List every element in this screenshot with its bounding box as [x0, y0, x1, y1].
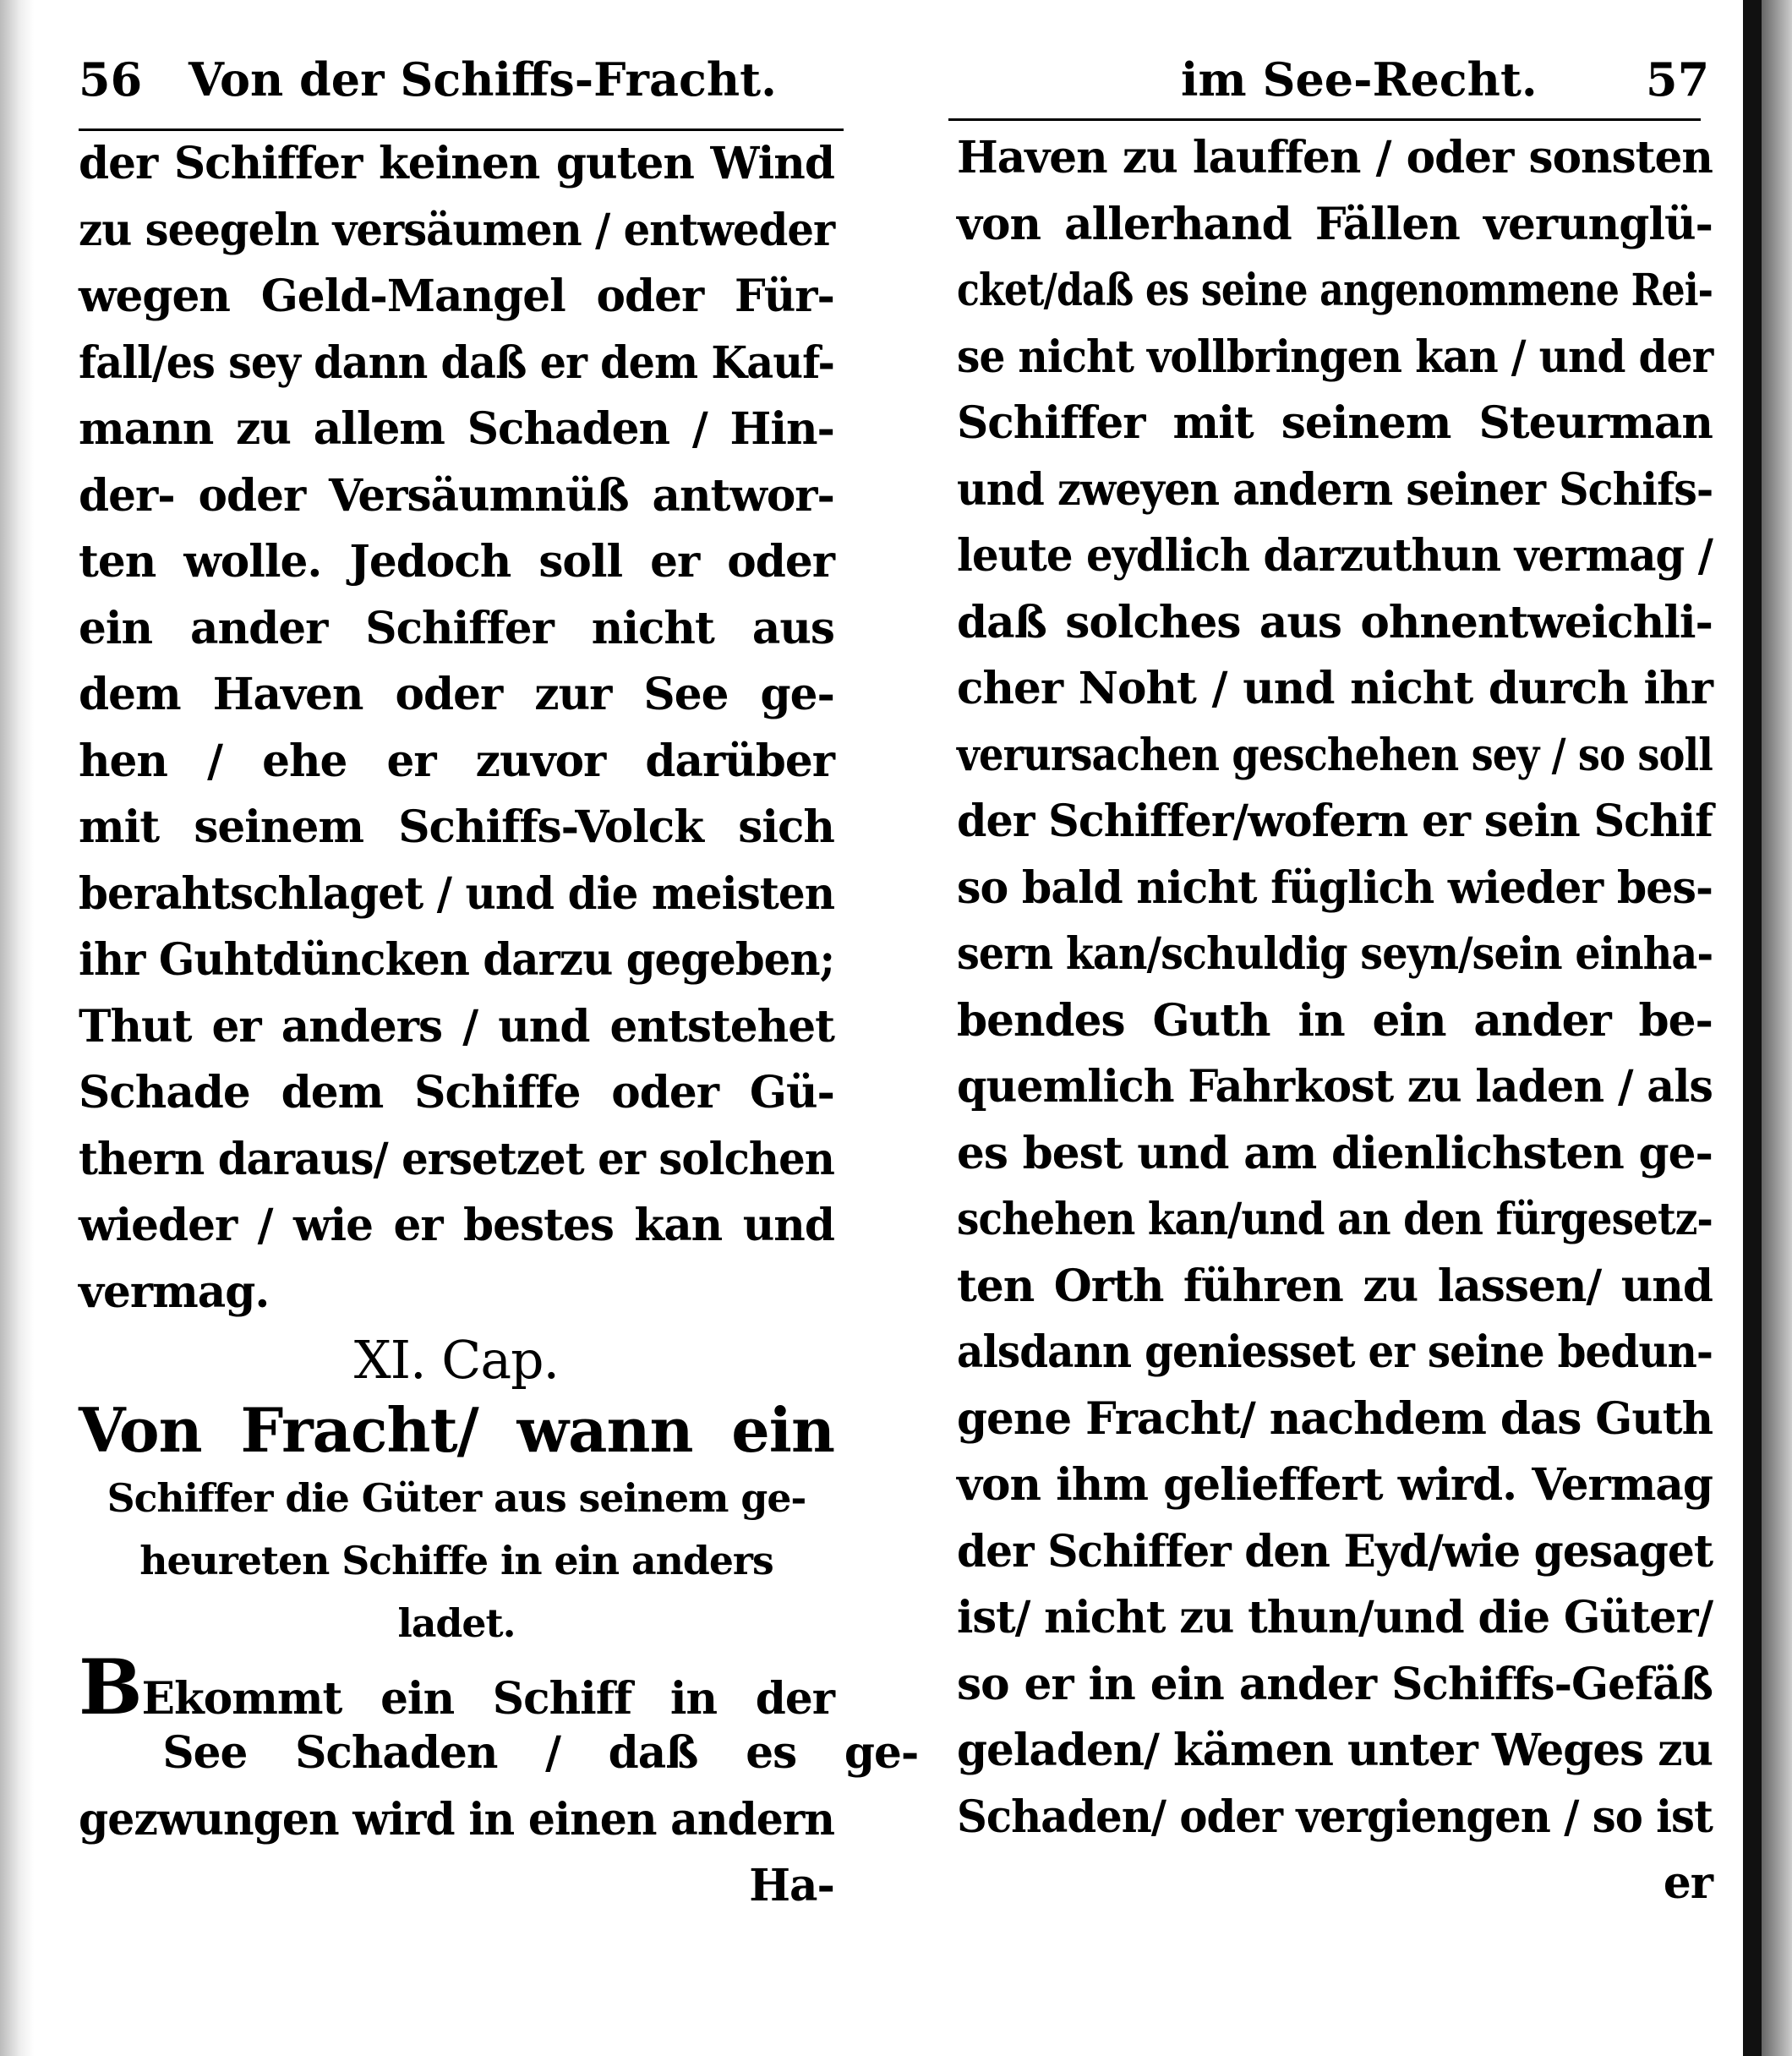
left-page-header [79, 52, 839, 120]
text-line: daß solches aus ohnentweichli- [957, 596, 1713, 648]
text-line: von allerhand Fällen verunglü- [957, 198, 1713, 250]
text-line: der Schiffer/wofern er sein Schif [957, 796, 1713, 847]
text-line: Thut er anders / und entstehet [79, 1000, 834, 1053]
text-line: so bald nicht füglich wieder bes- [957, 861, 1713, 914]
text-line: ihr Guhtdüncken darzu gegeben; [79, 934, 835, 986]
text-line: leute eydlich darzuthun vermag / [957, 530, 1713, 582]
page-number: 56 [79, 52, 143, 107]
text-line: Schiffer die Güter aus seinem ge- [107, 1474, 806, 1521]
right-page-header [957, 52, 1718, 120]
text-line: alsdann geniesset er seine bedun- [957, 1326, 1713, 1378]
text-line: cket/daß es seine angenommene Rei- [957, 265, 1713, 316]
chapter-text [79, 1642, 919, 1854]
right-body-text [957, 125, 1718, 1917]
drop-initial: B [79, 1642, 142, 1732]
text-line: Schiffer mit seinem Steurman [957, 397, 1713, 449]
text-line: berahtschlaget / und die meisten [79, 867, 835, 920]
text-line: dem Haven oder zur See ge- [79, 669, 834, 720]
text-line: ist/ nicht zu thun/und die Güter/ [957, 1592, 1713, 1643]
text-line: geladen/ kämen unter Weges zu [957, 1725, 1713, 1776]
text-line: gezwungen wird in einen andern [79, 1793, 835, 1845]
text-line: es best und am dienlichsten ge- [957, 1127, 1713, 1179]
chapter-block [79, 1327, 919, 1920]
text-line: fall/es sey dann daß er dem Kauf- [79, 336, 835, 389]
text-line-rest: Ekommt ein Schiff in der [141, 1672, 834, 1725]
text-line: verursachen geschehen sey / so soll [957, 729, 1713, 781]
text-line: See Schaden / daß es ge- [162, 1727, 919, 1779]
text-line: der Schiffer keinen guten Wind [79, 138, 834, 189]
header-rule [948, 118, 1701, 121]
chapter-title: Von Fracht/ wann ein [79, 1393, 834, 1466]
text-line: Schaden/ oder vergiengen / so ist [957, 1791, 1713, 1843]
text-line: schehen kan/und an den fürgesetz- [957, 1194, 1713, 1245]
text-line: cher Noht / und nicht durch ihr [957, 663, 1713, 714]
chapter-number: XI. Cap. [353, 1329, 560, 1391]
text-line: wieder / wie er bestes kan und [79, 1200, 834, 1251]
text-line: ein ander Schiffer nicht aus [79, 602, 834, 654]
catchword: er [1663, 1857, 1713, 1909]
text-line: Haven zu lauffen / oder sonsten [957, 132, 1713, 183]
running-title: im See-Recht. [1181, 52, 1538, 107]
page-number: 57 [1646, 52, 1710, 107]
text-line: Schade dem Schiffe oder Gü- [79, 1067, 834, 1118]
text-line: der Schiffer den Eyd/wie gesaget [957, 1525, 1713, 1578]
text-line: so er in ein ander Schiffs-Gefäß [957, 1658, 1713, 1710]
left-body-text [79, 131, 839, 1326]
text-line: heureten Schiffe in ein anders [139, 1537, 773, 1583]
catchword: Ha- [749, 1860, 834, 1911]
text-line: quemlich Fahrkost zu laden / als [957, 1061, 1713, 1113]
chapter-subtitle [79, 1467, 839, 1654]
text-line: ladet. [397, 1599, 516, 1646]
text-line: vermag. [79, 1266, 270, 1318]
book-edge-shadow [1743, 0, 1762, 2056]
text-line: gene Fracht/ nachdem das Guth [957, 1392, 1713, 1445]
text-line: wegen Geld-Mangel oder Für- [79, 271, 834, 322]
text-line: bendes Guth in ein ander be- [957, 994, 1713, 1047]
text-line: der- oder Versäumnüß antwor- [79, 469, 834, 522]
scan-edge-right [1762, 0, 1792, 2056]
text-line: mann zu allem Schaden / Hin- [79, 403, 834, 455]
running-title: Von der Schiffs-Fracht. [188, 52, 777, 107]
text-line [79, 1642, 834, 1732]
text-line: ten Orth führen zu lassen/ und [957, 1260, 1713, 1312]
text-line: se nicht vollbringen kan / und der [957, 331, 1713, 383]
scan-edge-left [0, 0, 34, 2056]
text-line: und zweyen andern seiner Schifs- [957, 463, 1713, 516]
text-line: zu seegeln versäumen / entweder [79, 204, 835, 256]
text-line: von ihm gelieffert wird. Vermag [957, 1459, 1713, 1511]
text-line: mit seinem Schiffs-Volck sich [79, 801, 834, 853]
text-line: hen / ehe er zuvor darüber [79, 735, 834, 787]
text-line: ten wolle. Jedoch soll er oder [79, 536, 834, 588]
text-line: thern daraus/ ersetzet er solchen [79, 1133, 834, 1185]
text-line: sern kan/schuldig seyn/sein einha- [957, 928, 1713, 980]
